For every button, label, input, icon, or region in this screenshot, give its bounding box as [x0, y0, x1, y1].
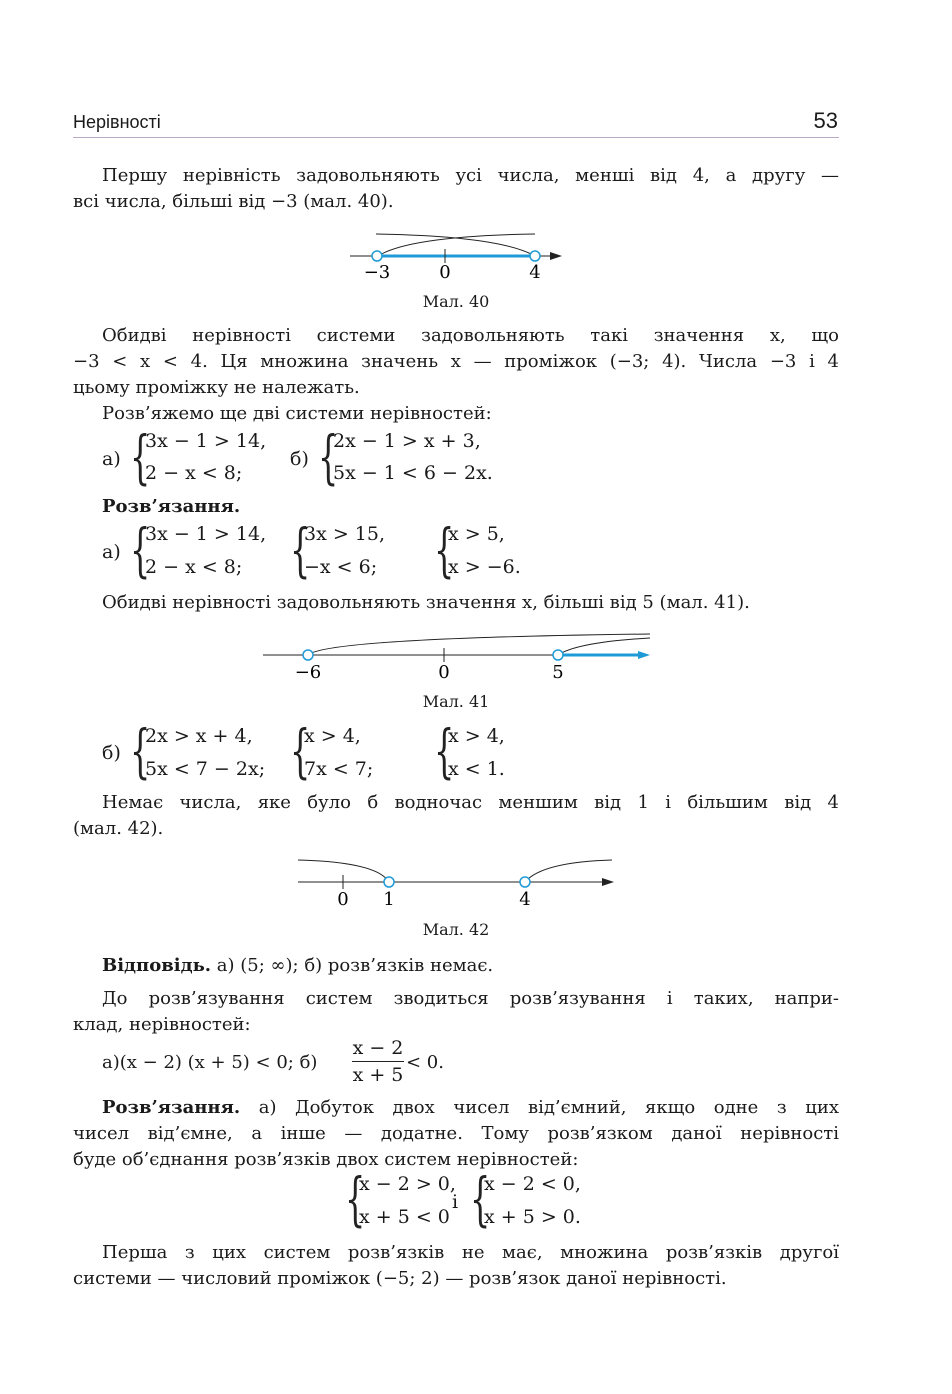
paragraph-line: (мал. 42).: [73, 818, 164, 839]
tick-label: 5: [552, 662, 564, 683]
equation: x + 5 < 0: [359, 1206, 450, 1228]
open-point: [384, 877, 394, 887]
tick-label: 4: [519, 889, 531, 908]
item-label: а): [102, 448, 121, 470]
fraction-denominator: x + 5: [352, 1064, 404, 1086]
system-brace: {: [345, 1165, 366, 1233]
system-brace: {: [434, 516, 455, 584]
section-title: Нерівності: [73, 112, 161, 132]
system-brace: {: [130, 516, 151, 584]
arc-greater-than-minus3: [376, 234, 535, 256]
header-rule: [73, 137, 839, 138]
equation: x + 5 > 0.: [484, 1206, 581, 1228]
page-number: 53: [813, 108, 838, 133]
paragraph-line: Немає числа, яке було б водночас меншим від 1 і більшим від 4: [102, 792, 839, 813]
figure-caption: Мал. 42: [422, 920, 490, 939]
system-brace: {: [318, 423, 339, 491]
arrow-head: [550, 252, 562, 260]
paragraph-line: Першу нерівність задовольняють усі числа, менші від 4, а другу —: [102, 165, 839, 186]
paragraph-line: цьому проміжку не належать.: [73, 377, 360, 398]
equation: −x < 6;: [304, 556, 378, 578]
system-brace: {: [130, 717, 151, 785]
solution-label: Розв’язання.: [102, 1097, 241, 1118]
open-point: [303, 650, 313, 660]
tick-label: 0: [439, 262, 451, 283]
open-point: [372, 251, 382, 261]
arrow-head: [638, 651, 650, 659]
equation: x > 5,: [448, 523, 505, 545]
equation: x > 4,: [304, 725, 361, 747]
equation: 7x < 7;: [304, 758, 374, 780]
equation: 2x > x + 4,: [145, 725, 253, 747]
conjunction-label: і: [452, 1191, 459, 1213]
paragraph-line: Розв’яжемо ще дві системи нерівностей:: [102, 403, 492, 424]
fraction-numerator: x − 2: [352, 1037, 404, 1059]
paragraph-line: −3 < x < 4. Ця множина значень x — проміжок (−3; 4). Числа −3 і 4: [73, 351, 839, 372]
tick-label: 4: [529, 262, 541, 283]
equation: x − 2 < 0,: [484, 1173, 581, 1195]
paragraph-line: Обидві нерівності задовольняють значення x, більші від 5 (мал. 41).: [102, 592, 750, 613]
system-brace: {: [290, 516, 311, 584]
inequality-line: а)(x − 2) (x + 5) < 0; б): [102, 1052, 318, 1073]
system-brace: {: [434, 717, 455, 785]
figure-caption: Мал. 41: [422, 692, 490, 711]
tick-label: −6: [294, 662, 322, 683]
equation: 5x − 1 < 6 − 2x.: [333, 462, 493, 484]
equation: 3x > 15,: [304, 523, 386, 545]
tick-label: 0: [438, 662, 450, 683]
paragraph-line: буде об’єднання розв’язків двох систем нерівностей:: [73, 1149, 579, 1170]
figure-40-number-line: [340, 228, 580, 288]
figure-41-number-line: [258, 628, 658, 684]
answer-line: [102, 953, 493, 979]
answer-label: Відповідь.: [102, 955, 212, 976]
equation: 2 − x < 8;: [145, 556, 243, 578]
paragraph-line: клад, нерівностей:: [73, 1014, 251, 1035]
equation: 2 − x < 8;: [145, 462, 243, 484]
system-brace: {: [470, 1165, 491, 1233]
inequality-suffix: < 0.: [406, 1052, 444, 1073]
equation: x > 4,: [448, 725, 505, 747]
arc-less-than-4: [378, 234, 535, 256]
paragraph-line: чисел від’ємне, а інше — додатне. Тому розв’язком даної нерівності: [73, 1123, 839, 1144]
fraction-bar: [352, 1061, 404, 1062]
equation: 2x − 1 > x + 3,: [333, 430, 481, 452]
arc-greater-than-5: [558, 638, 650, 655]
figure-caption: Мал. 40: [422, 292, 490, 311]
figure-42-number-line: [292, 852, 622, 908]
paragraph-line: системи — числовий проміжок (−5; 2) — розв’язок даної нерівності.: [73, 1268, 727, 1289]
equation: x < 1.: [448, 758, 505, 780]
answer-text: а) (5; ∞); б) розв’язків немає.: [211, 955, 494, 976]
open-point: [520, 877, 530, 887]
arc-greater-than-4: [525, 860, 612, 882]
solution-heading: Розв’язання.: [102, 496, 241, 517]
item-label: а): [102, 541, 121, 563]
paragraph-line: всі числа, більші від −3 (мал. 40).: [73, 191, 394, 212]
equation: x − 2 > 0,: [359, 1173, 456, 1195]
equation: 3x − 1 > 14,: [145, 430, 267, 452]
arc-greater-than-minus6: [308, 634, 650, 655]
arrow-head: [602, 878, 614, 886]
system-brace: {: [290, 717, 311, 785]
solution-text: а) Добуток двох чисел від’ємний, якщо одне з цих: [240, 1097, 839, 1118]
open-point: [530, 251, 540, 261]
item-label: б): [290, 448, 309, 470]
paragraph-line: Перша з цих систем розв’язків не має, множина розв’язків другої: [102, 1242, 839, 1263]
fraction: [352, 1036, 404, 1087]
item-label: б): [102, 742, 121, 764]
equation: 5x < 7 − 2x;: [145, 758, 266, 780]
equation: 3x − 1 > 14,: [145, 523, 267, 545]
tick-label: −3: [363, 262, 391, 283]
equation: x > −6.: [448, 556, 521, 578]
system-brace: {: [130, 423, 151, 491]
paragraph-line: До розв’язування систем зводиться розв’язування і таких, напри-: [102, 988, 839, 1009]
tick-label: 1: [383, 889, 395, 908]
paragraph-line: [102, 1095, 839, 1121]
paragraph-line: Обидві нерівності системи задовольняють такі значення x, що: [102, 325, 839, 346]
tick-label: 0: [337, 889, 349, 908]
open-point: [553, 650, 563, 660]
